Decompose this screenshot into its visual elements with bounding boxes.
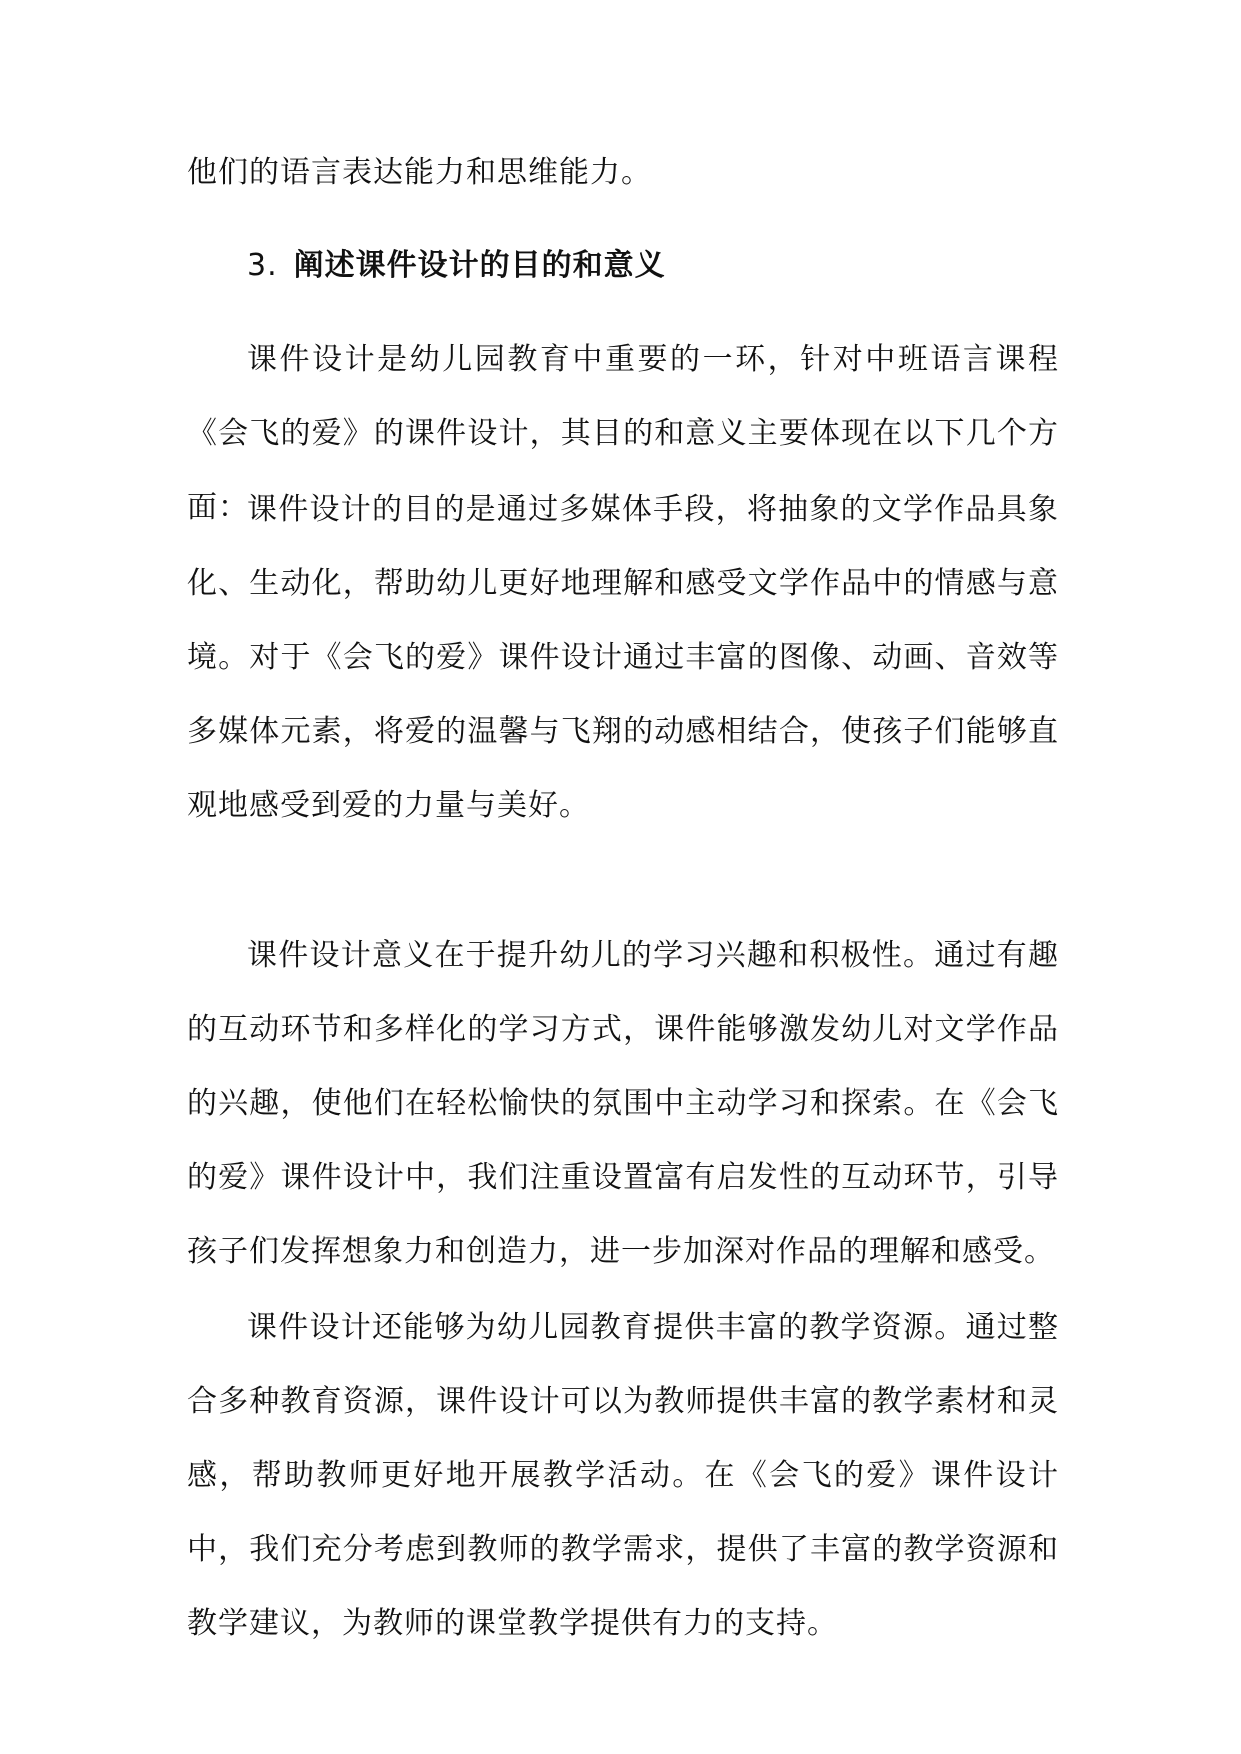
body-paragraph: 课件设计意义在于提升幼儿的学习兴趣和积极性。通过有趣的互动环节和多样化的学习方式，课件能够激发幼儿对文学作品的兴趣，使他们在轻松愉快的氛围中主动学习和探索。在《会飞的爱》课件设计中，我们注重设置富有启发性的互动环节，引导孩子们发挥想象力和创造力，进一步加深对作品的理解和感受。 <box>187 938 1059 1269</box>
section-heading <box>247 246 666 286</box>
body-paragraph: 课件设计是幼儿园教育中重要的一环，针对中班语言课程《会飞的爱》的课件设计，其目的和意义主要体现在以下几个方面： <box>187 342 1059 525</box>
section-number: 3. <box>247 248 278 283</box>
body-paragraph: 课件设计的目的是通过多媒体手段，将抽象的文学作品具象化、生动化，帮助幼儿更好地理解和感受文学作品中的情感与意境。对于《会飞的爱》课件设计通过丰富的图像、动画、音效等多媒体元素，将爱的温馨与飞翔的动感相结合，使孩子们能够直观地感受到爱的力量与美好。 <box>187 492 1059 823</box>
section-title: 阐述课件设计的目的和意义 <box>293 248 666 283</box>
continuation-paragraph: 他们的语言表达能力和思维能力。 <box>187 155 652 190</box>
body-paragraph: 课件设计还能够为幼儿园教育提供丰富的教学资源。通过整合多种教育资源，课件设计可以为教师提供丰富的教学素材和灵感，帮助教师更好地开展教学活动。在《会飞的爱》课件设计中，我们充分考虑到教师的教学需求，提供了丰富的教学资源和教学建议，为教师的课堂教学提供有力的支持。 <box>187 1310 1059 1641</box>
